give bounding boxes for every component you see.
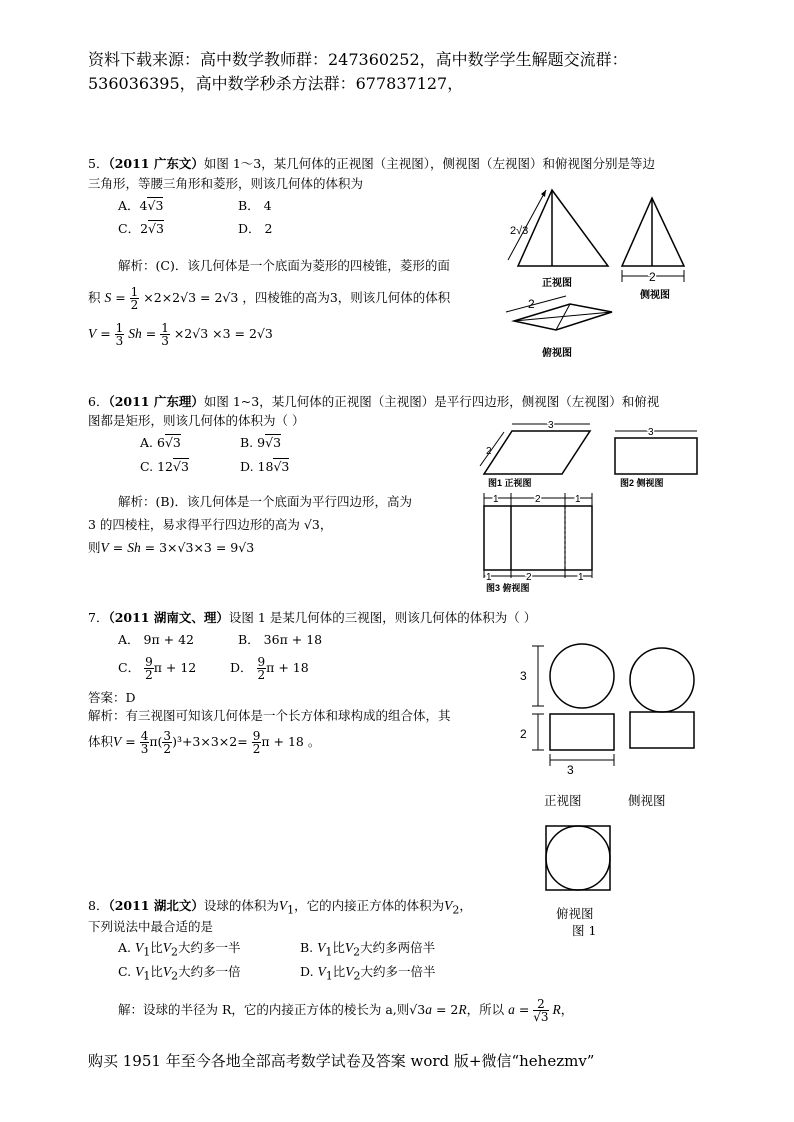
svg-text:3: 3 <box>548 420 554 431</box>
q7-dim-3-vertical: 3 <box>520 669 527 683</box>
q6-fig1-label: 图1 正视图 <box>488 478 532 488</box>
svg-text:1: 1 <box>486 572 492 583</box>
q6-fig2-label: 图2 侧视图 <box>620 478 664 488</box>
svg-text:2: 2 <box>486 446 492 457</box>
q7-top-label: 俯视图 <box>556 906 594 921</box>
q7-solution-line1: 解析：有三视图可知该几何体是一个长方体和球构成的组合体，其 <box>88 708 451 723</box>
q6-side-view <box>615 427 697 488</box>
q5-top-view <box>506 296 612 359</box>
q5-front-view <box>508 190 608 289</box>
q5-front-label: 正视图 <box>542 278 572 289</box>
svg-text:1: 1 <box>575 494 581 505</box>
q5-solution-line3: V = $\frac{1}{3}$ Sh = $\frac{1}{3}$ ×2√3 ×3 = 2√3 <box>88 321 273 348</box>
header-line-2: 536036395，高中数学秒杀方法群：677837127， <box>88 74 464 93</box>
q5-top-dim: 2 <box>528 297 535 311</box>
q5-stem-line2: 三角形，等腰三角形和菱形，则该几何体的体积为 <box>88 176 364 191</box>
q6-option-c: C. 12√3 <box>140 459 189 474</box>
q6-solution-line3: 则V = Sh = 3×√3×3 = 9√3 <box>88 540 255 555</box>
q7-option-a: A． 9π + 42 <box>118 632 194 647</box>
q7-dim-3-horizontal: 3 <box>567 763 574 777</box>
q7-three-views-figure <box>512 640 712 940</box>
svg-text:1: 1 <box>578 572 584 583</box>
q5-option-d: D． 2 <box>238 221 273 236</box>
q7-option-c: C． $\frac{9}{2}$ π + 12 <box>118 655 197 682</box>
q7-figure-caption: 图 1 <box>572 923 597 938</box>
q6-option-a: A. 6√3 <box>140 435 181 450</box>
q5-side-dim: 2 <box>649 270 656 284</box>
q5-solution-line1: 解析：(C)．该几何体是一个底面为菱形的四棱锥，菱形的面 <box>118 258 450 273</box>
q7-top-view <box>546 826 610 890</box>
q7-side-view <box>630 648 694 748</box>
q6-three-views-figure <box>478 418 703 593</box>
q8-stem-line2: 下列说法中最合适的是 <box>88 919 214 934</box>
q5-front-dim: 2√3 <box>510 225 529 237</box>
q8-option-a: A. $V_1$比$V_2$大约多一半 <box>118 940 241 959</box>
q5-option-c: C．2√3 <box>118 221 164 236</box>
q5-option-a: A．4√3 <box>118 198 164 213</box>
header-line-1: 资料下载来源：高中数学教师群：247360252，高中数学学生解题交流群： <box>88 50 628 69</box>
q5-option-b: B． 4 <box>238 198 272 213</box>
q5-solution-line2: 积 S = $\frac{1}{2}$ ×2×2√3 = 2√3 ，四棱锥的高为3，则该几何体的体积 <box>88 285 451 312</box>
q7-front-view <box>520 644 614 777</box>
q5-three-views-figure <box>500 188 710 363</box>
q5-source: （2011 广东文） <box>108 156 204 171</box>
q8-option-c: C. $V_1$比$V_2$大约多一倍 <box>118 964 241 983</box>
svg-text:2: 2 <box>535 494 541 505</box>
q5-top-label: 俯视图 <box>542 348 572 359</box>
q6-stem: 6．（2011 广东理）如图 1~3，某几何体的正视图（主视图）是平行四边形，侧视图（左视图）和俯视 <box>88 394 660 409</box>
q6-option-b: B. 9√3 <box>240 435 282 450</box>
q6-solution-line2: 3 的四棱柱，易求得平行四边形的高为 √3， <box>88 517 333 532</box>
footer-note: 购买 1951 年至今各地全部高考数学试卷及答案 word 版+微信“hehezmv” <box>88 1052 595 1070</box>
q5-stem-line1: 如图 1～3，某几何体的正视图（主视图），侧视图（左视图）和俯视图分别是等边 <box>203 156 655 171</box>
q7-front-label: 正视图 <box>544 793 582 808</box>
q7-option-b: B． 36π + 18 <box>238 632 323 647</box>
q5-number: 5． <box>88 156 109 171</box>
q6-option-d: D. 18√3 <box>240 459 290 474</box>
q6-top-view <box>484 493 592 593</box>
q5-side-label: 侧视图 <box>640 290 670 301</box>
q8-solution: 解：设球的半径为 R，它的内接正方体的棱长为 a,则√3a = 2R，所以 a = $\frac{2}{√3}$ R， <box>118 997 574 1024</box>
q5-side-view <box>622 198 684 301</box>
q6-stem-line2: 图都是矩形，则该几何体的体积为（ ） <box>88 413 305 428</box>
q6-solution-line1: 解析：(B)．该几何体是一个底面为平行四边形，高为 <box>118 494 412 509</box>
q6-fig3-label: 图3 俯视图 <box>486 583 530 593</box>
q7-side-label: 侧视图 <box>628 793 666 808</box>
q7-stem: 7．（2011 湖南文、理）设图 1 是某几何体的三视图，则该几何体的体积为（ ） <box>88 610 537 625</box>
svg-text:3: 3 <box>648 427 654 438</box>
svg-text:1: 1 <box>493 494 499 505</box>
svg-text:2: 2 <box>526 572 532 583</box>
q8-stem: 8．（2011 湖北文）设球的体积为$V_1$，它的内接正方体的体积为$V_2$， <box>88 898 472 917</box>
q7-dim-2-vertical: 2 <box>520 727 527 741</box>
q7-option-d: D． $\frac{9}{2}$ π + 18 <box>230 655 309 682</box>
q6-front-view <box>480 420 590 488</box>
q8-option-b: B. $V_1$比$V_2$大约多两倍半 <box>300 940 436 959</box>
q5-stem <box>88 154 655 174</box>
q8-option-d: D. $V_1$比$V_2$大约多一倍半 <box>300 964 436 983</box>
q7-solution-line2: 体积V = $\frac{4}{3}$ π( $\frac{3}{2}$ )³+3×3×2= $\frac{9}{2}$ π + 18 。 <box>88 729 321 756</box>
q7-answer: 答案：D <box>88 690 136 705</box>
